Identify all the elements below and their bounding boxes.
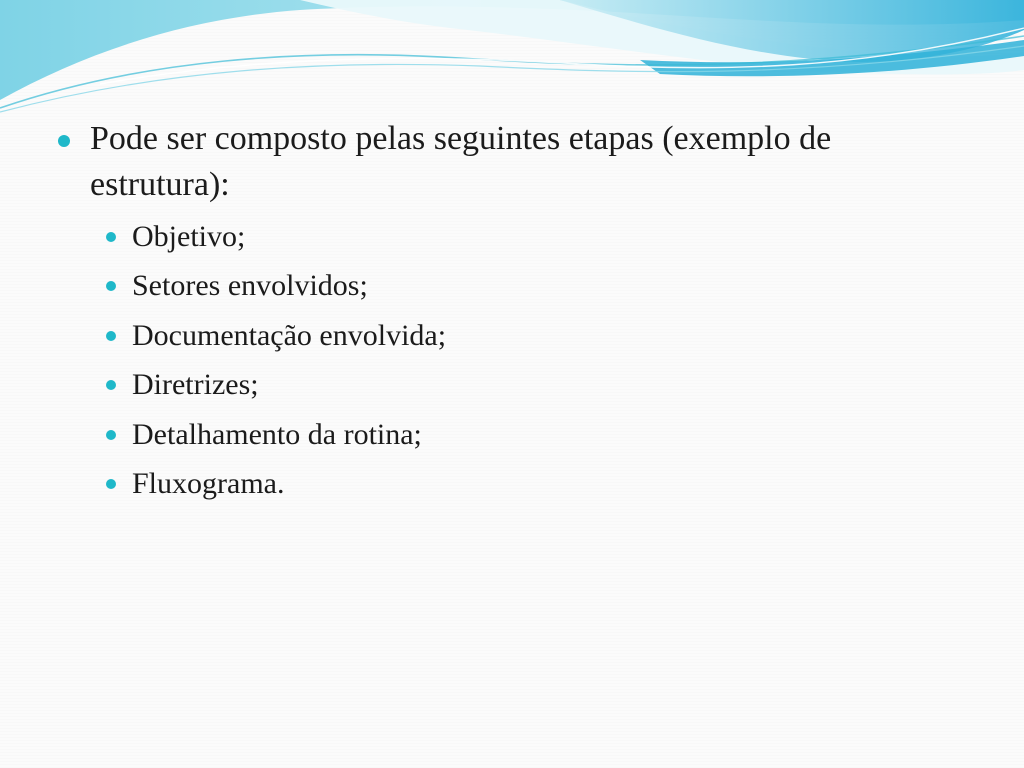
- sub-bullet-list: [106, 212, 978, 508]
- bullet-dot-icon: [106, 380, 116, 390]
- sub-bullet-text: Documentação envolvida;: [132, 318, 447, 352]
- bullet-dot-icon: [106, 479, 116, 489]
- sub-bullet-item: [106, 311, 978, 360]
- bullet-dot-icon: [106, 331, 116, 341]
- sub-bullet-text: Diretrizes;: [132, 368, 259, 402]
- bullet-dot-icon: [106, 430, 116, 440]
- sub-bullet-item: [106, 360, 978, 409]
- bullet-dot-icon: [106, 232, 116, 242]
- sub-bullet-item: [106, 459, 978, 508]
- main-bullet-text: Pode ser composto pelas seguintes etapas (exemplo de estrutura):: [90, 120, 832, 203]
- sub-bullet-text: Detalhamento da rotina;: [132, 417, 422, 451]
- sub-bullet-text: Objetivo;: [132, 220, 246, 253]
- sub-bullet-item: [106, 261, 978, 310]
- bullet-dot-icon: [58, 135, 70, 147]
- sub-bullet-item: [106, 212, 978, 261]
- slide-content: [58, 116, 978, 508]
- bullet-dot-icon: [106, 281, 116, 291]
- main-bullet-item: [58, 116, 978, 208]
- sub-bullet-text: Setores envolvidos;: [132, 269, 368, 303]
- sub-bullet-item: [106, 410, 978, 459]
- sub-bullet-text: Fluxograma.: [132, 467, 285, 501]
- wave-header-decoration: [0, 0, 1024, 130]
